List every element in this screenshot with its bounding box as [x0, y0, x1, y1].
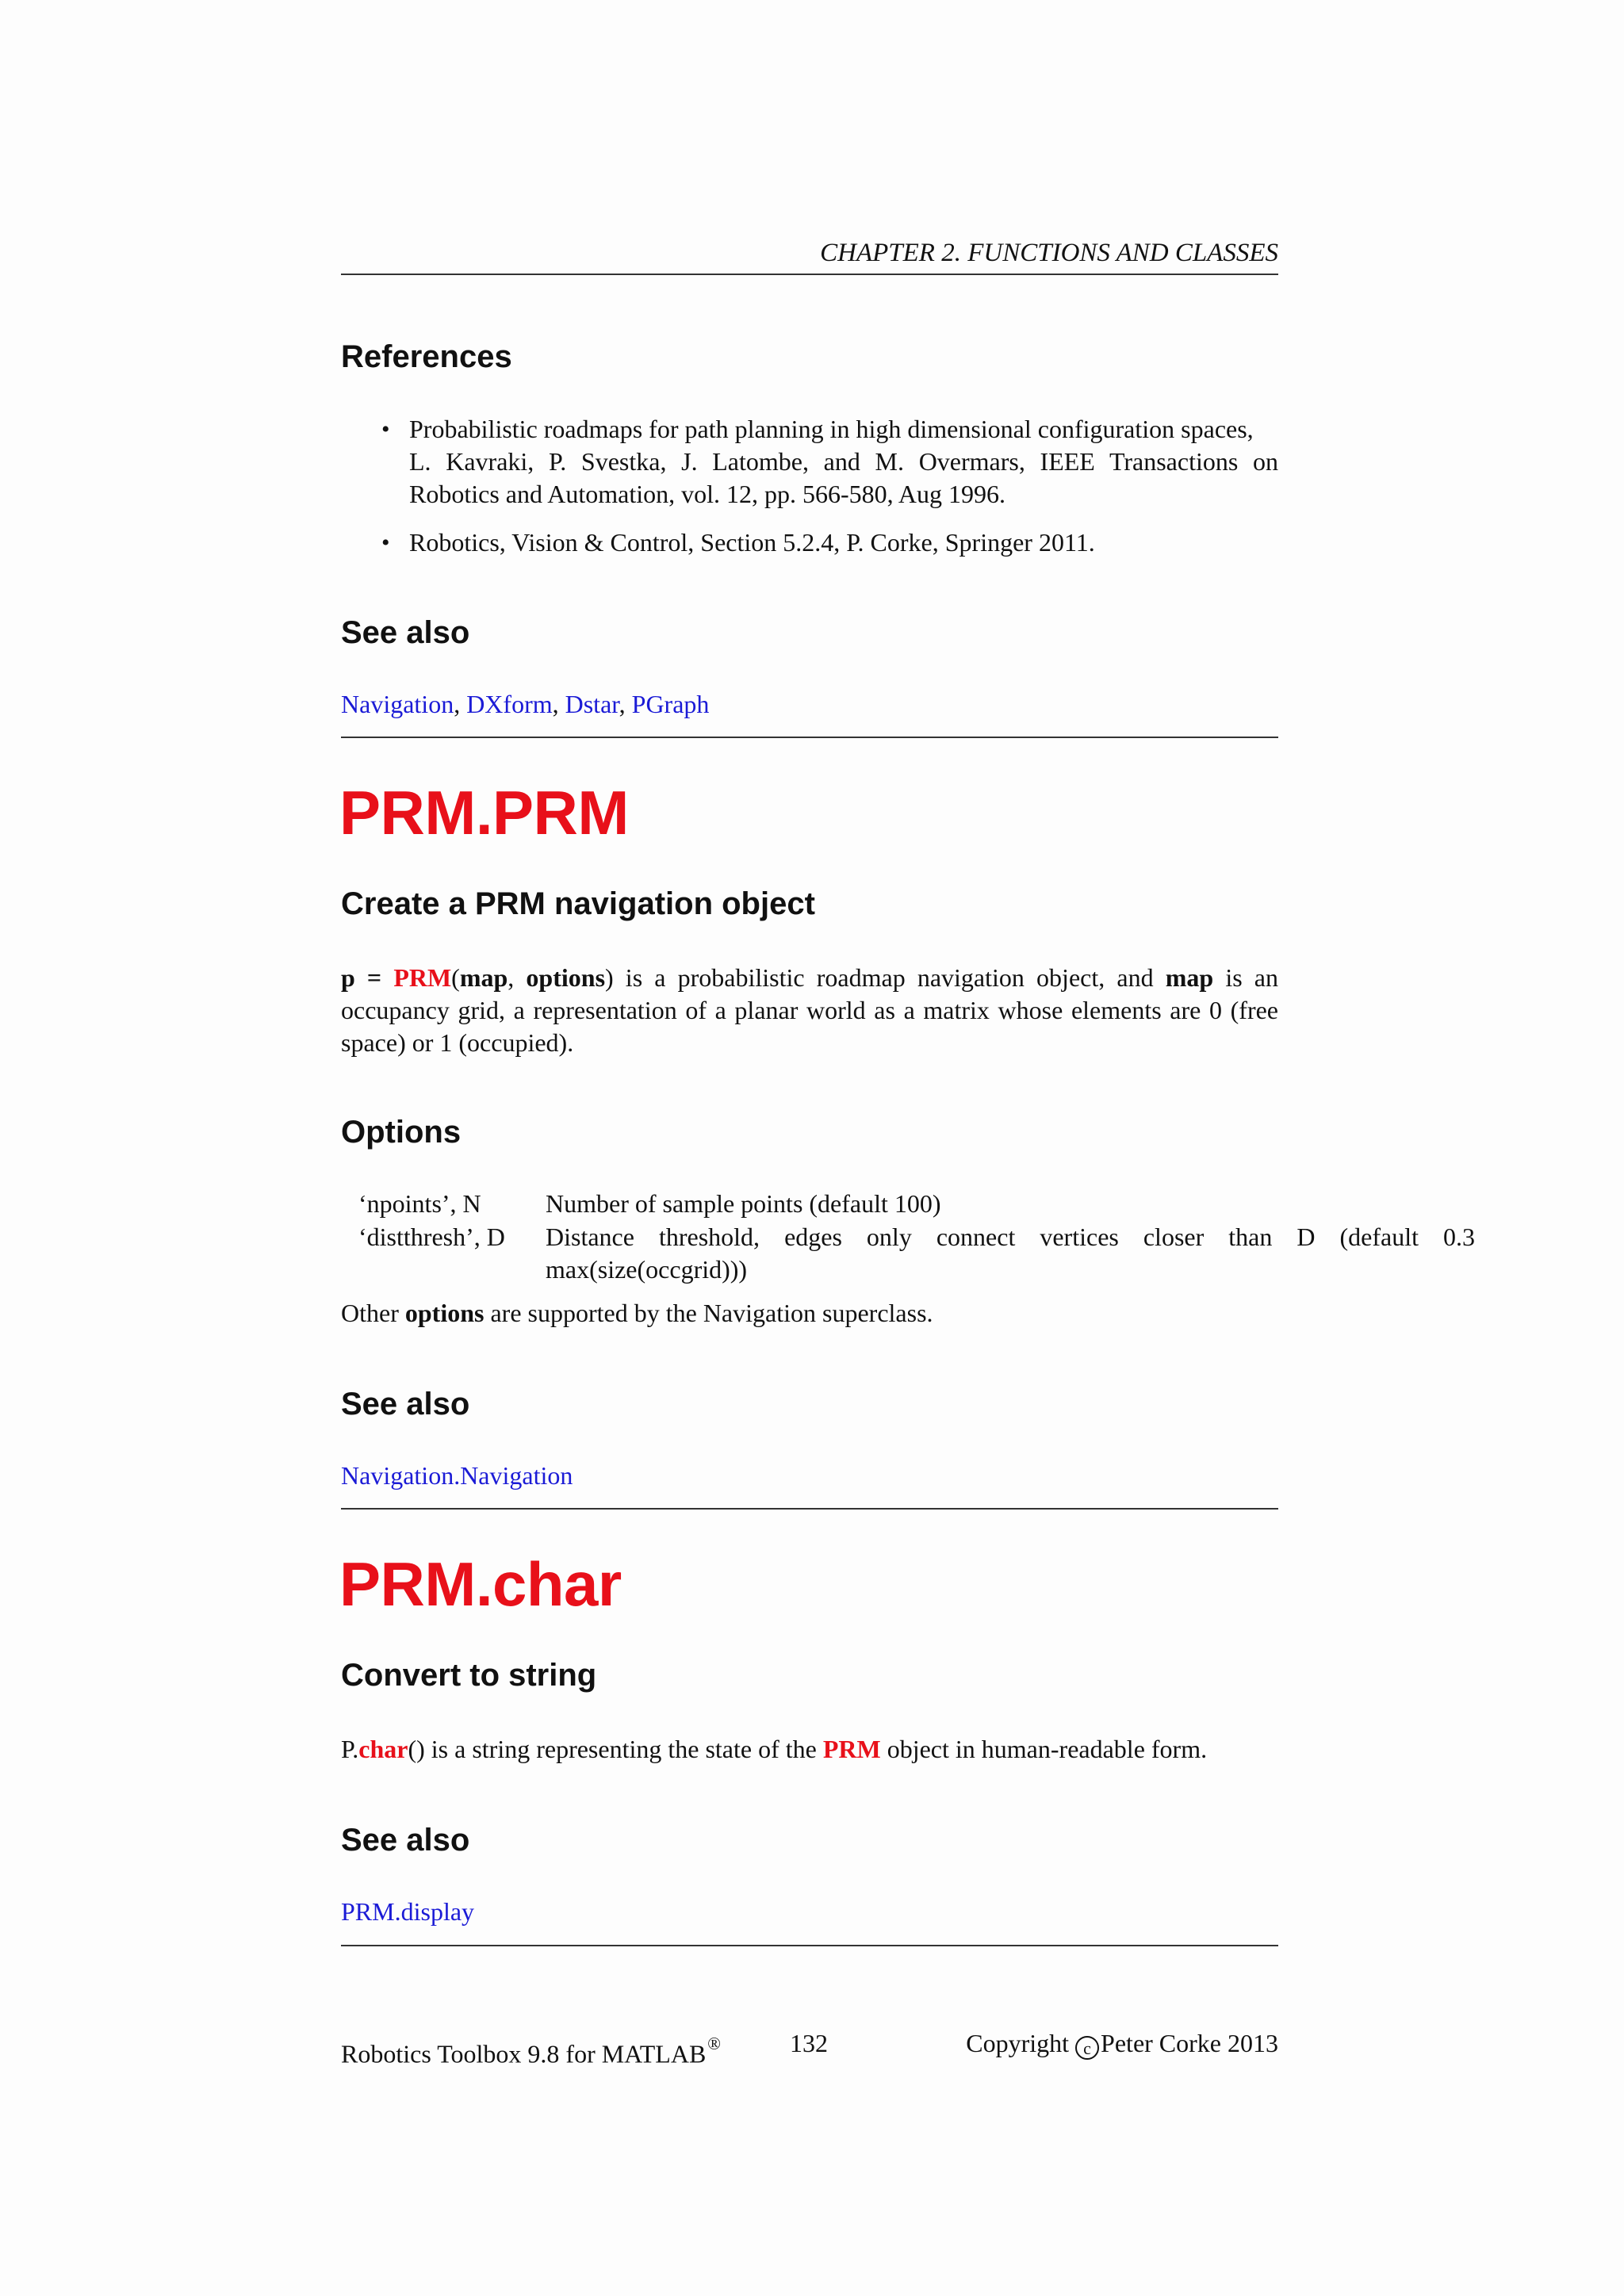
desc-arg-map-2: map: [1165, 963, 1214, 992]
link-separator: ,: [619, 690, 632, 718]
desc-p-eq: p =: [341, 963, 394, 992]
char-description: [341, 1733, 1207, 1766]
see-also-heading: See also: [341, 615, 470, 650]
options-note-word: options: [404, 1299, 485, 1327]
options-heading: Options: [341, 1115, 462, 1150]
char-desc-class-name: PRM: [822, 1735, 881, 1763]
see-also-links: [341, 1460, 573, 1492]
option-name: ‘npoints’, N: [358, 1189, 481, 1218]
options-note: [341, 1297, 933, 1330]
link-separator: ,: [454, 690, 467, 718]
bullet-icon: •: [381, 530, 390, 556]
option-desc-line-2: max(size(occgrid))): [546, 1255, 748, 1284]
option-name: ‘distthresh’, D: [358, 1223, 505, 1251]
option-row: [358, 1188, 481, 1220]
desc-text-1: ) is a probabilistic roadmap navigation object, and: [605, 963, 1166, 992]
link-separator: ,: [552, 690, 565, 718]
option-row: [358, 1221, 505, 1253]
see-also-links: [341, 1896, 474, 1928]
options-note-post: are supported by the Navigation superclass.: [484, 1299, 933, 1327]
char-desc-pre: P.: [341, 1735, 359, 1763]
copyright-letter: c: [1083, 2038, 1091, 2058]
link-dstar[interactable]: Dstar: [565, 690, 619, 718]
desc-text-2: is an occupancy grid, a representation of a planar world as a matrix whose elements are 0 (free space) or 1 (occupied).: [341, 963, 1279, 1057]
copyright-pre: Copyright: [966, 2029, 1076, 2057]
references-heading: References: [341, 339, 512, 374]
copyright-post: Peter Corke 2013: [1101, 2029, 1278, 2057]
desc-comma: ,: [508, 963, 527, 992]
link-pgraph[interactable]: PGraph: [631, 690, 710, 718]
section-title-prm-prm: PRM.PRM: [339, 778, 629, 848]
option-desc: [546, 1221, 1475, 1286]
section-subtitle: Convert to string: [341, 1658, 597, 1693]
reference-1-line-1: Probabilistic roadmaps for path planning in high dimensional configuration spaces,: [409, 415, 1254, 443]
link-prm-display[interactable]: PRM.display: [341, 1897, 475, 1926]
char-desc-mid: () is a string representing the state of the: [408, 1735, 823, 1763]
link-navigation-navigation[interactable]: Navigation.Navigation: [341, 1461, 573, 1490]
section-divider: [341, 1945, 1278, 1946]
desc-arg-map: map: [459, 963, 508, 992]
section-title-prm-char: PRM.char: [339, 1549, 622, 1619]
option-desc-line-1: Distance threshold, edges only connect vertices closer than D (default 0.3: [546, 1223, 1475, 1251]
options-note-pre: Other: [341, 1299, 405, 1327]
desc-open-paren: (: [451, 963, 460, 992]
prm-description: [341, 962, 1278, 1059]
page-number: 132: [790, 2029, 828, 2057]
desc-arg-options: options: [526, 963, 606, 992]
section-divider: [341, 737, 1278, 738]
section-subtitle: Create a PRM navigation object: [341, 886, 815, 921]
footer-copyright: [966, 2027, 1278, 2060]
reference-item-1: [409, 413, 1296, 511]
footer-toolbox: Robotics Toolbox 9.8 for MATLAB: [341, 2039, 707, 2068]
copyright-icon: [1075, 2036, 1099, 2060]
bullet-icon: •: [381, 416, 390, 442]
see-also-heading: See also: [341, 1387, 470, 1422]
char-desc-post: object in human-readable form.: [880, 1735, 1208, 1763]
link-dxform[interactable]: DXform: [466, 690, 553, 718]
char-desc-function-name: char: [358, 1735, 408, 1763]
see-also-links: [341, 688, 709, 721]
header-rule: [341, 274, 1278, 275]
link-navigation[interactable]: Navigation: [341, 690, 454, 718]
option-desc: Number of sample points (default 100): [546, 1189, 941, 1218]
reference-1-line-2: L. Kavraki, P. Svestka, J. Latombe, and M. Overmars, IEEE Transactions on: [409, 447, 1278, 476]
registered-mark: ®: [707, 2034, 721, 2053]
section-divider: [341, 1508, 1278, 1510]
running-header: CHAPTER 2. FUNCTIONS AND CLASSES: [820, 239, 1278, 267]
reference-item-2: Robotics, Vision & Control, Section 5.2.4, P. Corke, Springer 2011.: [409, 528, 1095, 557]
reference-1-line-3: Robotics and Automation, vol. 12, pp. 566-580, Aug 1996.: [409, 480, 1005, 508]
see-also-heading: See also: [341, 1823, 470, 1858]
desc-function-name: PRM: [393, 963, 452, 992]
footer-left: [341, 2027, 721, 2071]
